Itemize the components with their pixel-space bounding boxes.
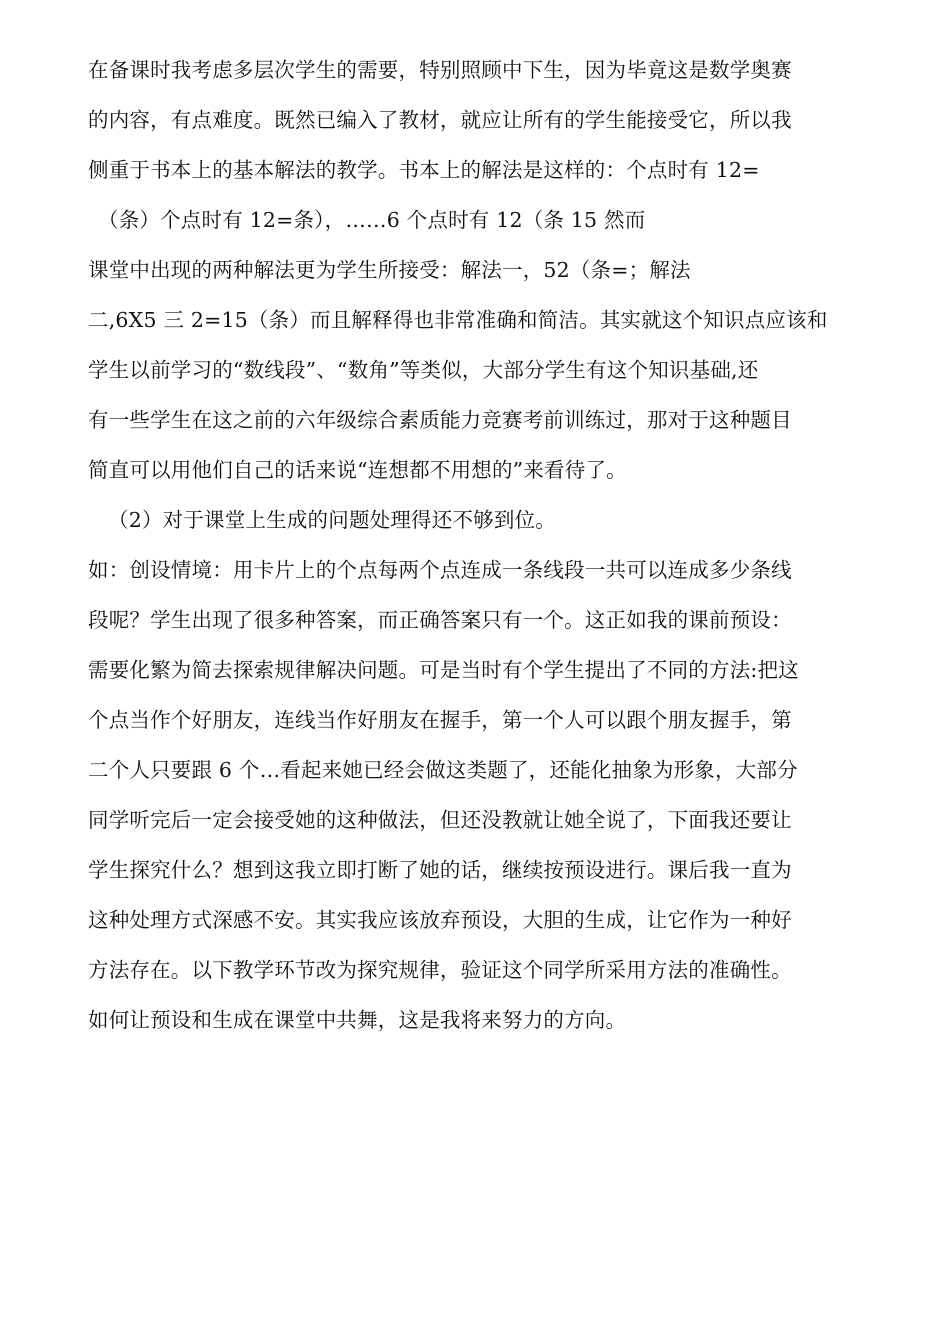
section-heading: （2）对于课堂上生成的问题处理得还不够到位。 xyxy=(108,508,556,532)
text-line: 这种处理方式深感不安。其实我应该放弃预设，大胆的生成，让它作为一种好 xyxy=(88,908,792,932)
text-line: 个点当作个好朋友，连线当作好朋友在握手，第一个人可以跟个朋友握手，第 xyxy=(88,708,792,732)
text-line: 如：创设情境：用卡片上的个点每两个点连成一条线段一共可以连成多少条线 xyxy=(88,558,792,582)
text-line: 方法存在。以下教学环节改为探究规律，验证这个同学所采用方法的准确性。 xyxy=(88,958,792,982)
text-line: 同学听完后一定会接受她的这种做法，但还没教就让她全说了，下面我还要让 xyxy=(88,808,792,832)
text-line: 学生探究什么？想到这我立即打断了她的话，继续按预设进行。课后我一直为 xyxy=(88,858,792,882)
text-line: 二个人只要跟 6 个…看起来她已经会做这类题了，还能化抽象为形象，大部分 xyxy=(88,758,798,782)
text-line: 简直可以用他们自己的话来说“连想都不用想的”来看待了。 xyxy=(88,458,627,482)
text-line: 侧重于书本上的基本解法的教学。书本上的解法是这样的：个点时有 12= xyxy=(88,158,760,182)
text-line: 的内容，有点难度。既然已编入了教材，就应让所有的学生能接受它，所以我 xyxy=(88,108,792,132)
text-line: 段呢？学生出现了很多种答案，而正确答案只有一个。这正如我的课前预设： xyxy=(88,608,792,632)
text-line: 二,6X5 三 2=15（条）而且解释得也非常准确和简洁。其实就这个知识点应该和 xyxy=(88,308,828,332)
text-line: 学生以前学习的“数线段”、“数角”等类似，大部分学生有这个知识基础,还 xyxy=(88,358,759,382)
text-line: （条）个点时有 12=条），……6 个点时有 12（条 15 然而 xyxy=(98,208,646,232)
text-line: 课堂中出现的两种解法更为学生所接受：解法一，52（条=；解法 xyxy=(88,258,691,282)
text-line: 有一些学生在这之前的六年级综合素质能力竞赛考前训练过，那对于这种题目 xyxy=(88,408,792,432)
text-line: 在备课时我考虑多层次学生的需要，特别照顾中下生，因为毕竟这是数学奥赛 xyxy=(88,58,792,82)
text-line: 如何让预设和生成在课堂中共舞，这是我将来努力的方向。 xyxy=(88,1008,627,1032)
text-line: 需要化繁为简去探索规律解决问题。可是当时有个学生提出了不同的方法:把这 xyxy=(88,658,799,682)
